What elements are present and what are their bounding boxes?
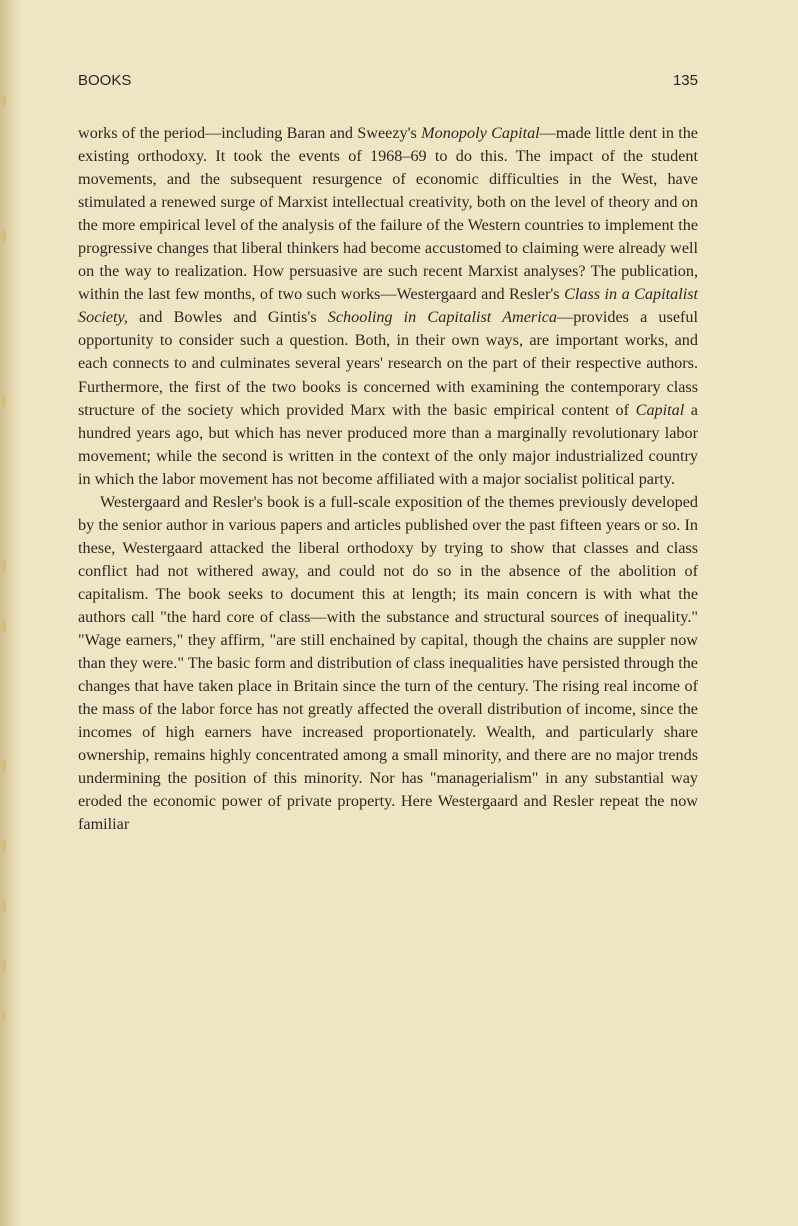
gutter-mark: [2, 960, 6, 972]
page-number: 135: [672, 72, 698, 89]
gutter-mark: [2, 395, 6, 407]
binding-gutter: [0, 0, 22, 1226]
gutter-marks: [2, 0, 16, 1226]
text-run: —made little dent in the existing orthodoxy. It took the events of 1968–69 to do this. The impact of the student movements, and the subsequent resurgence of economic difficulties in the West, have stimulated a renewed surge of Marxist intellectual creativity, both on the level of theory and on the more empirical level of the analysis of the failure of the Western countries to implement the progressive changes that liberal thinkers had become accustomed to claiming were already well on the way to realization. How persuasive are such recent Marxist analyses? The publication, within the last few months, of two such works—Westergaard and Resler's: [78, 124, 698, 304]
gutter-mark: [2, 760, 6, 772]
gutter-mark: [2, 620, 6, 632]
gutter-mark: [2, 1010, 6, 1022]
gutter-mark: [2, 560, 6, 572]
gutter-mark: [2, 230, 6, 242]
italic-title: Schooling in Capitalist America: [327, 308, 557, 327]
text-run: a hundred years ago, but which has never produced more than a marginally revolutionary labor movement; while the second is written in the context of the only major industrialized country in which the labor movement has not become affiliated with a major socialist political party.: [78, 400, 698, 488]
running-head: [78, 72, 698, 96]
gutter-mark: [2, 840, 6, 852]
section-title: BOOKS: [78, 72, 132, 89]
italic-title: Capital: [635, 400, 685, 419]
text-run: works of the period—including Baran and Sweezy's: [78, 124, 422, 142]
text-run: —provides a useful opportunity to consider such a question. Both, in their own ways, are important works, and each connects to and culminates several years' research on the part of their respective authors. Furthermore, the first of the two books is concerned with examining the contemporary class structure of the society which provided Marx with the basic empirical content of: [78, 308, 698, 419]
book-page: [78, 72, 698, 836]
italic-title: Monopoly Capital: [421, 124, 540, 142]
text-run: and Bowles and Gintis's: [127, 308, 328, 327]
paragraph: [78, 491, 698, 837]
text-run: Westergaard and Resler's book is a full-scale exposition of the themes previously developed by the senior author in various papers and articles published over the past fifteen years or so. In these, Westergaard attacked the liberal orthodoxy by trying to show that classes and class conflict had not withered away, and could not do so in the absence of the abolition of capitalism. The book seeks to document this at length; its main concern is with what the authors call "the hard core of class—with the substance and structural sources of inequality." "Wage earners," they affirm, "are still enchained by capital, though the chains are suppler now than they were." The basic form and distribution of class inequalities have persisted through the changes that have taken place in Britain since the turn of the century. The rising real income of the mass of the labor force has not greatly affected the overall distribution of income, since the incomes of high earners have increased proportionately. Wealth, and particularly share ownership, remains highly concentrated among a small minority, and there are no major trends undermining the position of this minority. Nor has "managerialism" in any substantial way eroded the economic power of private property. Here Westergaard and Resler repeat the now familiar: [78, 492, 698, 834]
gutter-mark: [2, 900, 6, 912]
gutter-mark: [2, 95, 6, 107]
body-text: [78, 122, 698, 836]
italic-title: Class in a Capitalist Society,: [78, 285, 698, 327]
paragraph: [78, 122, 698, 491]
